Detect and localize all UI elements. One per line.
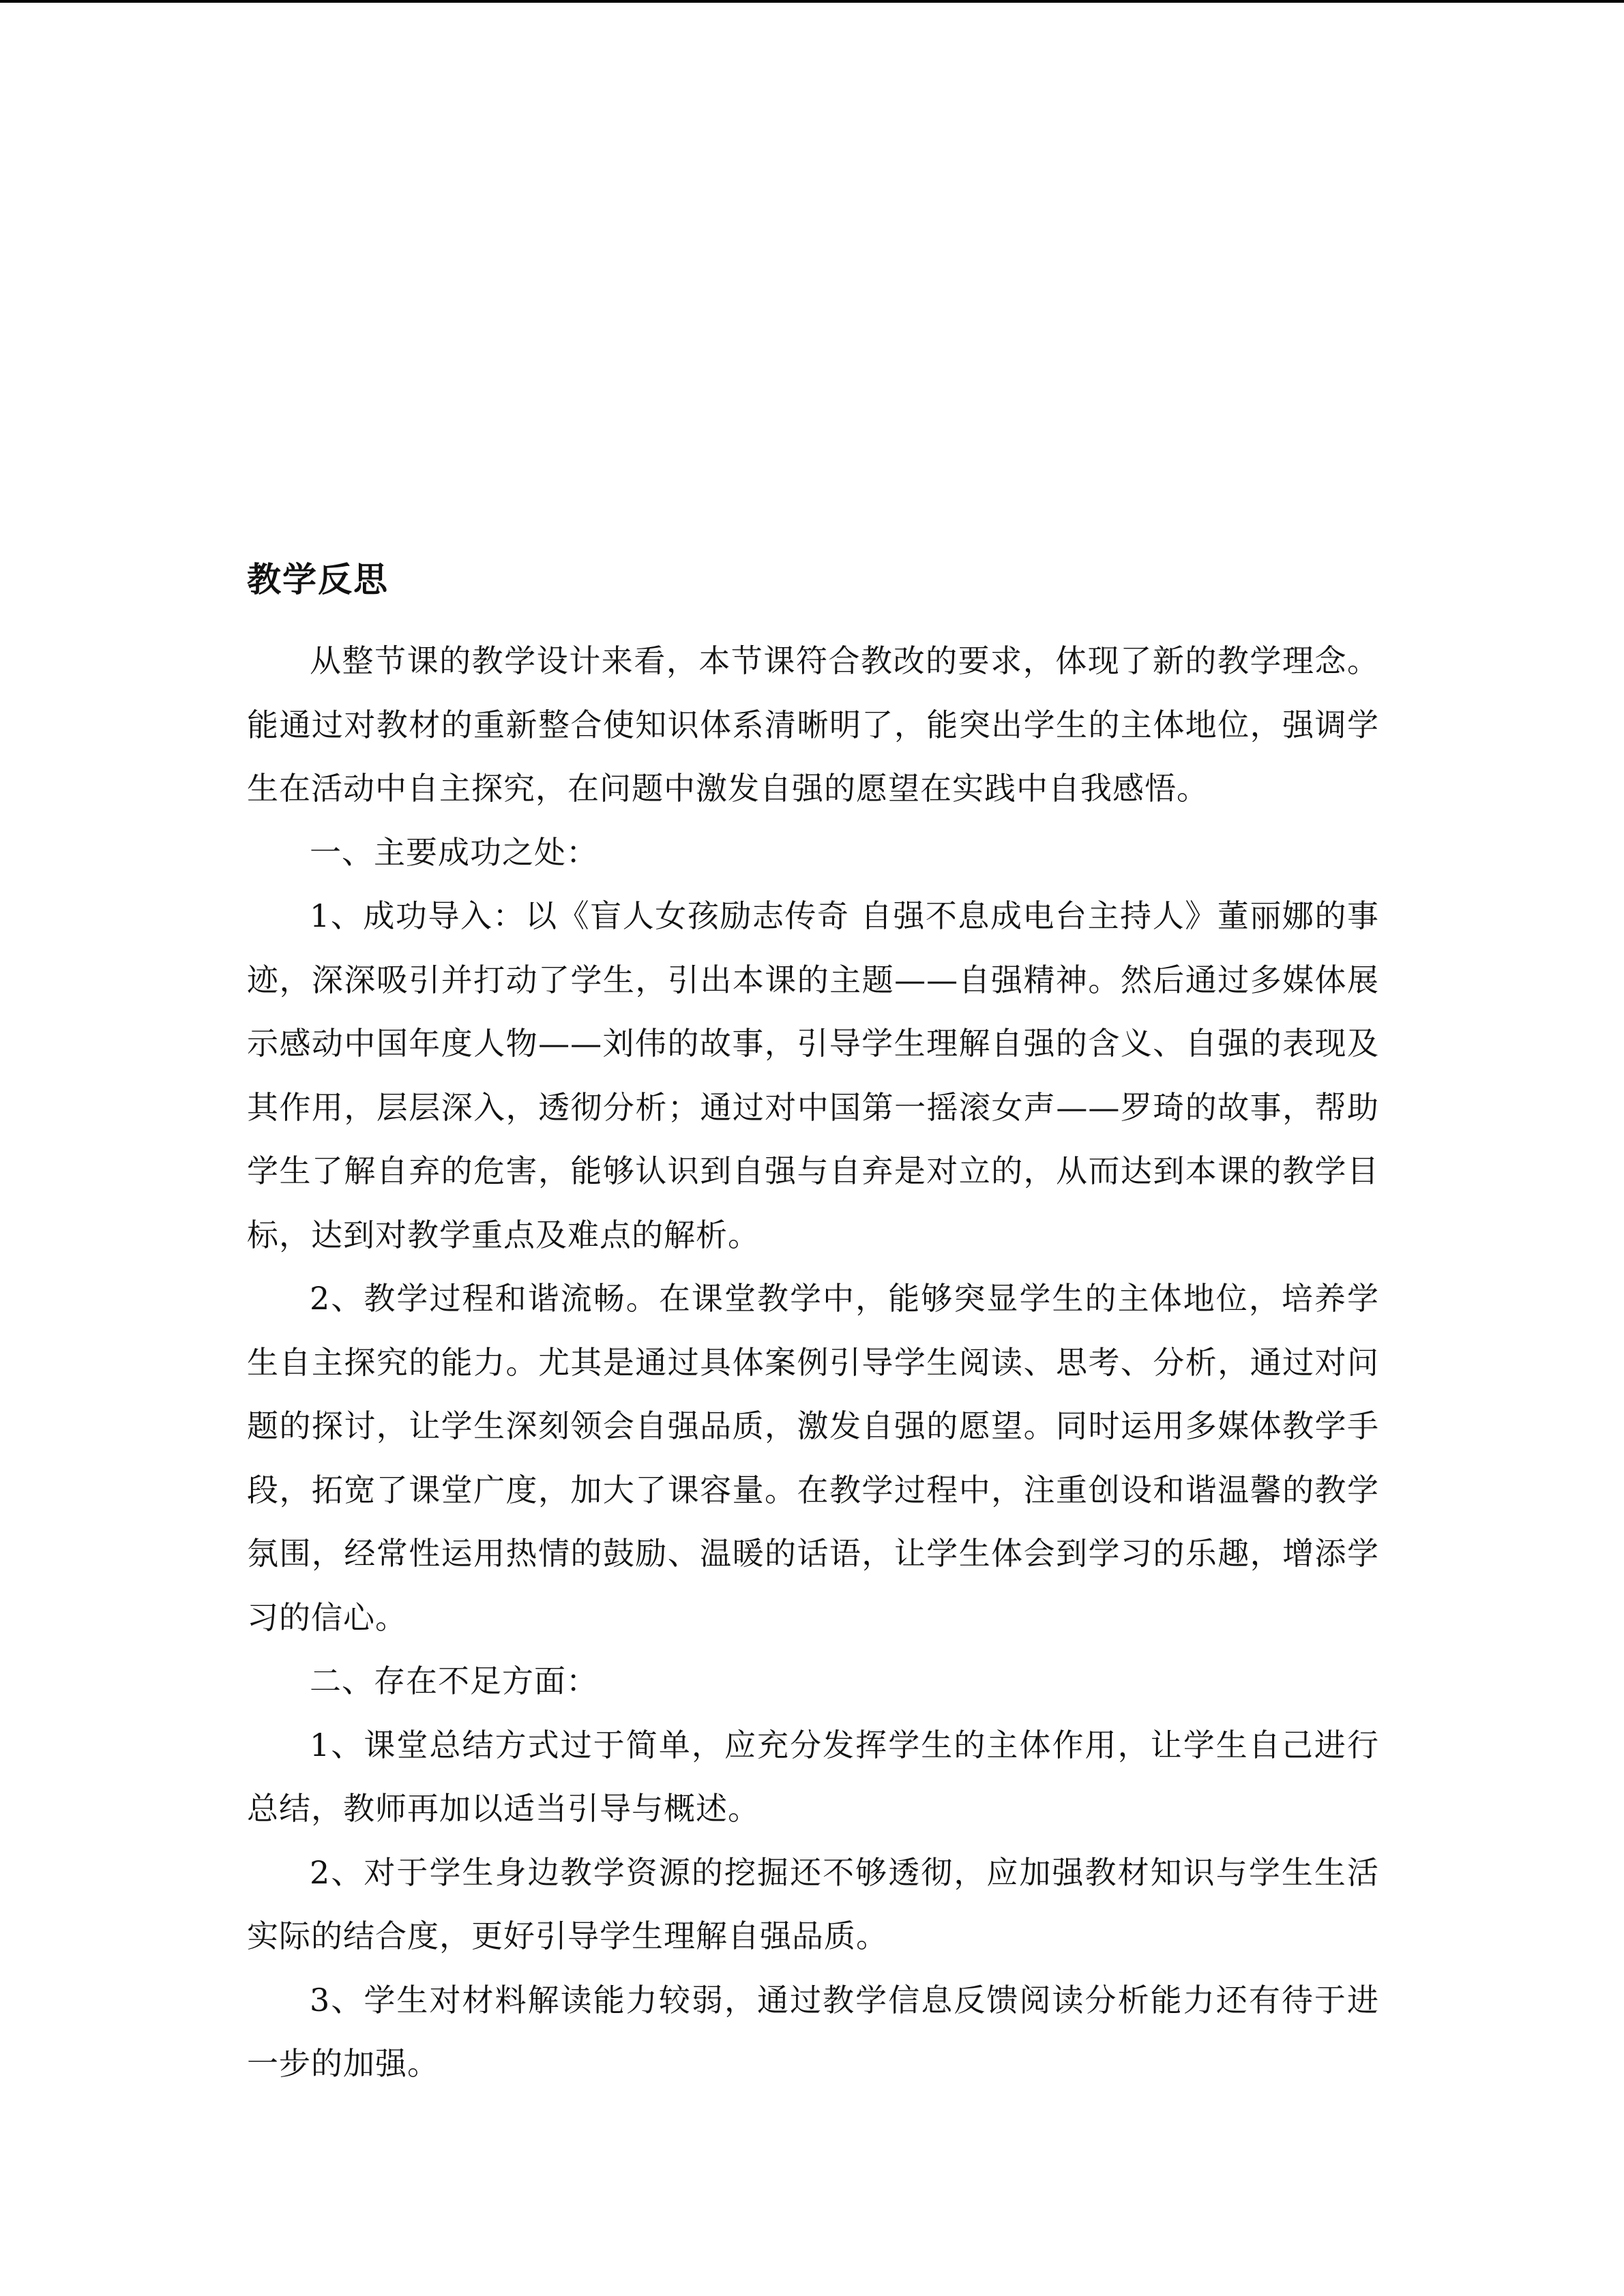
heading-shortcomings: 二、存在不足方面： xyxy=(310,1663,598,1699)
paragraph-strength-1: 1、成功导入：以《盲人女孩励志传奇 自强不息成电台主持人》董丽娜的事迹，深深吸引并打动了学生，引出本课的主题——自强精神。然后通过多媒体展示感动中国年度人物——刘伟的故事，引导学生理解自强的含义、自强的表现及其作用，层层深入，透彻分析；通过对中国第一摇滚女声——罗琦的故事，帮助学生了解自弃的危害，能够认识到自强与自弃是对立的，从而达到本课的教学目标，达到对教学重点及难点的解析。 xyxy=(247,897,1379,1253)
document-body xyxy=(247,549,1379,2096)
paragraph-shortcoming-3: 3、学生对材料解读能力较弱，通过教学信息反馈阅读分析能力还有待于进一步的加强。 xyxy=(247,1981,1379,2082)
heading-strengths: 一、主要成功之处： xyxy=(310,833,598,871)
paragraph-shortcoming-1: 1、课堂总结方式过于简单，应充分发挥学生的主体作用，让学生自己进行总结，教师再加以适当引导与概述。 xyxy=(247,1726,1379,1827)
paragraph-shortcoming-2: 2、对于学生身边教学资源的挖掘还不够透彻，应加强教材知识与学生生活实际的结合度，更好引导学生理解自强品质。 xyxy=(247,1853,1379,1954)
paragraph-intro: 从整节课的教学设计来看，本节课符合教改的要求，体现了新的教学理念。能通过对教材的重新整合使知识体系清晰明了，能突出学生的主体地位，强调学生在活动中自主探究，在问题中激发自强的愿望在实践中自我感悟。 xyxy=(247,642,1379,807)
paragraph-strength-2: 2、教学过程和谐流畅。在课堂教学中，能够突显学生的主体地位，培养学生自主探究的能力。尤其是通过具体案例引导学生阅读、思考、分析，通过对问题的探讨，让学生深刻领会自强品质，激发自强的愿望。同时运用多媒体教学手段，拓宽了课堂广度，加大了课容量。在教学过程中，注重创设和谐温馨的教学氛围，经常性运用热情的鼓励、温暖的话语，让学生体会到学习的乐趣，增添学习的信心。 xyxy=(247,1280,1379,1636)
document-title: 教学反思 xyxy=(247,560,389,599)
page-top-border xyxy=(0,0,1624,3)
